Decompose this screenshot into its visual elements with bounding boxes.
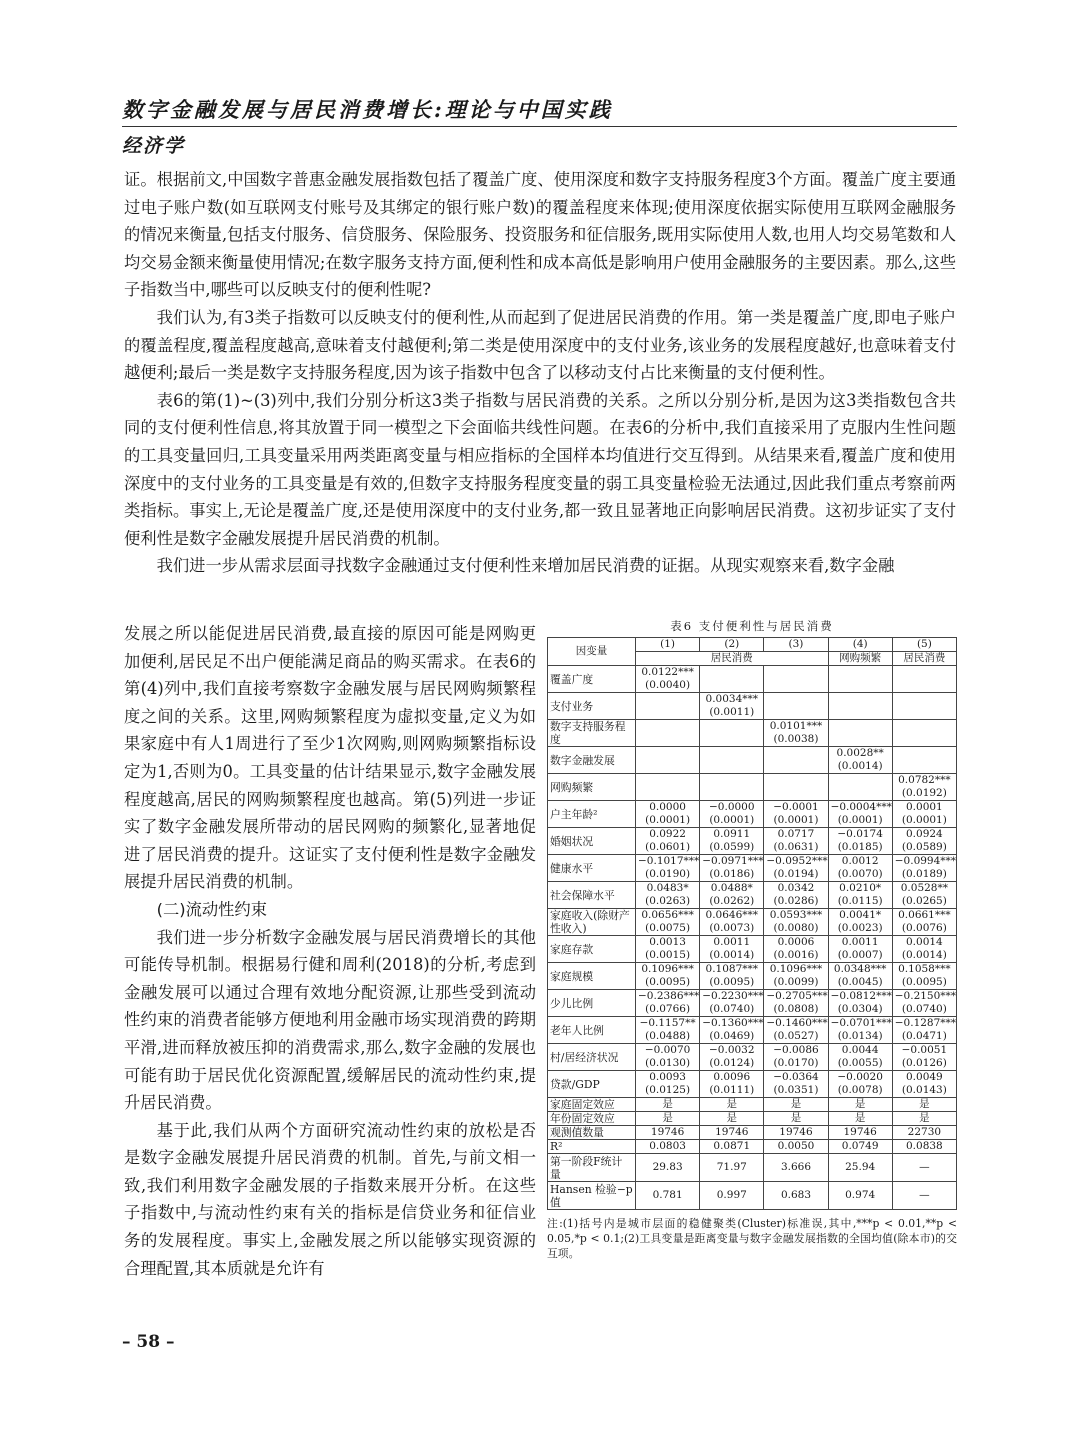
col-num: (5) bbox=[892, 638, 956, 652]
footer-cell: — bbox=[892, 1182, 956, 1210]
coef-cell: −0.0952*** bbox=[764, 855, 828, 869]
se-cell: (0.0124) bbox=[700, 1057, 764, 1071]
se-cell: (0.0192) bbox=[892, 787, 956, 801]
se-cell: (0.0488) bbox=[636, 1030, 700, 1044]
se-cell: (0.0076) bbox=[892, 922, 956, 936]
se-cell bbox=[828, 733, 892, 747]
se-cell: (0.0143) bbox=[892, 1084, 956, 1098]
paragraph: 我们认为,有3类子指数可以反映支付的便利性,从而起到了促进居民消费的作用。第一类是覆盖广度,即电子账户的覆盖程度,覆盖程度越高,意味着支付越便利;第二类是使用深度中的支付业务,该业务的发展程度越好,也意味着支付越便利;最后一类是数字支持服务程度,因为该子指数中包含了以移动支付占比来衡量的支付便利性。 bbox=[124, 307, 956, 383]
coef-cell: 0.0646*** bbox=[700, 909, 764, 923]
se-cell bbox=[764, 679, 828, 693]
coef-cell: −0.0174 bbox=[828, 828, 892, 842]
se-cell: (0.0001) bbox=[828, 814, 892, 828]
coef-cell: 0.0210* bbox=[828, 882, 892, 896]
se-cell: (0.0527) bbox=[764, 1030, 828, 1044]
se-cell: (0.0095) bbox=[636, 976, 700, 990]
se-cell: (0.0304) bbox=[828, 1003, 892, 1017]
coef-cell: 0.0528** bbox=[892, 882, 956, 896]
se-cell: (0.0351) bbox=[764, 1084, 828, 1098]
row-label: 社会保障水平 bbox=[548, 882, 636, 909]
coef-cell bbox=[636, 774, 700, 788]
coef-cell: −0.0000 bbox=[700, 801, 764, 815]
footer-cell: 是 bbox=[892, 1098, 956, 1112]
se-cell: (0.0740) bbox=[892, 1003, 956, 1017]
se-cell: (0.0469) bbox=[700, 1030, 764, 1044]
se-cell: (0.0115) bbox=[828, 895, 892, 909]
regression-table bbox=[547, 637, 957, 1210]
se-cell: (0.0075) bbox=[636, 922, 700, 936]
se-cell: (0.0001) bbox=[764, 814, 828, 828]
coef-cell: −0.0701*** bbox=[828, 1017, 892, 1031]
coef-cell: −0.0020 bbox=[828, 1071, 892, 1085]
paragraph: 表6的第(1)~(3)列中,我们分别分析这3类子指数与居民消费的关系。之所以分别分析,是因为这3类指数包含共同的支付便利性信息,将其放置于同一模型之下会面临共线性问题。在表6的分析中,我们直接采用了克服内生性问题的工具变量回归,工具变量采用两类距离变量与相应指标的全国样本均值进行交互得到。从结果来看,覆盖广度和使用深度中的支付业务的工具变量是有效的,但数字支持服务程度变量的弱工具变量检验无法通过,因此我们重点考察前两类指标。事实上,无论是覆盖广度,还是使用深度中的支付业务,都一致且显著地正向影响居民消费。这初步证实了支付便利性是数字金融发展提升居民消费的机制。 bbox=[124, 390, 956, 548]
coef-cell: −0.0032 bbox=[700, 1044, 764, 1058]
coef-cell bbox=[828, 720, 892, 734]
coef-cell: −0.0070 bbox=[636, 1044, 700, 1058]
col-num: (1) bbox=[636, 638, 700, 652]
row-label: 婚姻状况 bbox=[548, 828, 636, 855]
coef-cell: −0.0971*** bbox=[700, 855, 764, 869]
footer-cell: 19746 bbox=[828, 1126, 892, 1140]
var-header: 因变量 bbox=[548, 638, 636, 666]
coef-cell bbox=[828, 693, 892, 707]
coef-cell bbox=[892, 747, 956, 761]
footer-cell: 22730 bbox=[892, 1126, 956, 1140]
se-cell bbox=[700, 760, 764, 774]
coef-cell: 0.0011 bbox=[828, 936, 892, 950]
se-cell: (0.0016) bbox=[764, 949, 828, 963]
se-cell bbox=[700, 733, 764, 747]
dep-var-resident: 居民消费 bbox=[636, 652, 829, 666]
coef-cell: 0.0034*** bbox=[700, 693, 764, 707]
se-cell bbox=[636, 787, 700, 801]
coef-cell bbox=[892, 693, 956, 707]
row-label: 支付业务 bbox=[548, 693, 636, 720]
footer-cell: — bbox=[892, 1154, 956, 1182]
footer-row-label: 观测值数量 bbox=[548, 1126, 636, 1140]
coef-cell: 0.0911 bbox=[700, 828, 764, 842]
table-6 bbox=[547, 618, 957, 1261]
coef-cell: −0.0004*** bbox=[828, 801, 892, 815]
se-cell bbox=[828, 679, 892, 693]
coef-cell: 0.0093 bbox=[636, 1071, 700, 1085]
coef-cell: 0.0028** bbox=[828, 747, 892, 761]
coef-cell: 0.0044 bbox=[828, 1044, 892, 1058]
footer-row-label: 第一阶段F统计量 bbox=[548, 1154, 636, 1182]
footer-cell: 是 bbox=[828, 1112, 892, 1126]
footer-row-label: Hansen 检验−p值 bbox=[548, 1182, 636, 1210]
se-cell bbox=[636, 760, 700, 774]
se-cell: (0.0126) bbox=[892, 1057, 956, 1071]
se-cell bbox=[764, 760, 828, 774]
se-cell: (0.0265) bbox=[892, 895, 956, 909]
se-cell: (0.0808) bbox=[764, 1003, 828, 1017]
coef-cell: 0.1087*** bbox=[700, 963, 764, 977]
coef-cell: −0.0364 bbox=[764, 1071, 828, 1085]
coef-cell: −0.0086 bbox=[764, 1044, 828, 1058]
se-cell: (0.0015) bbox=[636, 949, 700, 963]
se-cell: (0.0038) bbox=[764, 733, 828, 747]
coef-cell bbox=[700, 774, 764, 788]
se-cell: (0.0111) bbox=[700, 1084, 764, 1098]
coef-cell: 0.0041* bbox=[828, 909, 892, 923]
se-cell: (0.0740) bbox=[700, 1003, 764, 1017]
coef-cell: 0.0922 bbox=[636, 828, 700, 842]
row-label: 网购频繁 bbox=[548, 774, 636, 801]
coef-cell: 0.0656*** bbox=[636, 909, 700, 923]
coef-cell: −0.1460*** bbox=[764, 1017, 828, 1031]
coef-cell bbox=[700, 720, 764, 734]
col-num: (3) bbox=[764, 638, 828, 652]
paragraph: 我们进一步分析数字金融发展与居民消费增长的其他可能传导机制。根据易行健和周利(2018)的分析,考虑到金融发展可以通过合理有效地分配资源,让那些受到流动性约束的消费者能够方便地利用金融市场实现消费的跨期平滑,进而释放被压抑的消费需求,那么,数字金融的发展也可能有助于居民优化资源配置,缓解居民的流动性约束,提升居民消费。 bbox=[124, 927, 536, 1113]
row-label: 户主年龄² bbox=[548, 801, 636, 828]
coef-cell bbox=[764, 666, 828, 680]
se-cell bbox=[764, 787, 828, 801]
coef-cell: −0.2230*** bbox=[700, 990, 764, 1004]
coef-cell: 0.0717 bbox=[764, 828, 828, 842]
running-header-title: 数字金融发展与居民消费增长:理论与中国实践 bbox=[122, 97, 613, 122]
se-cell: (0.0185) bbox=[828, 841, 892, 855]
se-cell: (0.0007) bbox=[828, 949, 892, 963]
footer-cell: 3.666 bbox=[764, 1154, 828, 1182]
se-cell: (0.0262) bbox=[700, 895, 764, 909]
footer-cell: 71.97 bbox=[700, 1154, 764, 1182]
coef-cell bbox=[636, 720, 700, 734]
coef-cell: −0.1157** bbox=[636, 1017, 700, 1031]
se-cell bbox=[892, 760, 956, 774]
footer-cell: 29.83 bbox=[636, 1154, 700, 1182]
row-label: 覆盖广度 bbox=[548, 666, 636, 693]
se-cell: (0.0073) bbox=[700, 922, 764, 936]
se-cell: (0.0045) bbox=[828, 976, 892, 990]
coef-cell: 0.0014 bbox=[892, 936, 956, 950]
coef-cell: 0.0488* bbox=[700, 882, 764, 896]
footer-cell: 是 bbox=[636, 1098, 700, 1112]
dep-var-online: 网购频繁 bbox=[828, 652, 892, 666]
coef-cell: 0.0006 bbox=[764, 936, 828, 950]
footer-row-label: R² bbox=[548, 1140, 636, 1154]
se-cell: (0.0001) bbox=[636, 814, 700, 828]
coef-cell: −0.2386*** bbox=[636, 990, 700, 1004]
se-cell: (0.0080) bbox=[764, 922, 828, 936]
footer-cell: 0.0803 bbox=[636, 1140, 700, 1154]
row-label: 家庭存款 bbox=[548, 936, 636, 963]
se-cell bbox=[700, 679, 764, 693]
footer-cell: 0.997 bbox=[700, 1182, 764, 1210]
footer-cell: 19746 bbox=[636, 1126, 700, 1140]
footer-cell: 19746 bbox=[700, 1126, 764, 1140]
paragraph: 我们进一步从需求层面寻找数字金融通过支付便利性来增加居民消费的证据。从现实观察来看,数字金融 bbox=[156, 556, 895, 576]
coef-cell bbox=[764, 693, 828, 707]
coef-cell: 0.0013 bbox=[636, 936, 700, 950]
coef-cell: 0.0001 bbox=[892, 801, 956, 815]
se-cell: (0.0186) bbox=[700, 868, 764, 882]
dep-var-resident-5: 居民消费 bbox=[892, 652, 956, 666]
header-rule bbox=[122, 126, 957, 127]
coef-cell: −0.0051 bbox=[892, 1044, 956, 1058]
coef-cell: 0.0096 bbox=[700, 1071, 764, 1085]
coef-cell: 0.0049 bbox=[892, 1071, 956, 1085]
coef-cell: 0.0348*** bbox=[828, 963, 892, 977]
coef-cell: −0.0812*** bbox=[828, 990, 892, 1004]
coef-cell: 0.1096*** bbox=[764, 963, 828, 977]
coef-cell: 0.0483* bbox=[636, 882, 700, 896]
se-cell: (0.0099) bbox=[764, 976, 828, 990]
se-cell: (0.0170) bbox=[764, 1057, 828, 1071]
se-cell: (0.0130) bbox=[636, 1057, 700, 1071]
se-cell: (0.0001) bbox=[892, 814, 956, 828]
se-cell: (0.0023) bbox=[828, 922, 892, 936]
row-label: 村/居经济状况 bbox=[548, 1044, 636, 1071]
se-cell bbox=[828, 706, 892, 720]
se-cell: (0.0134) bbox=[828, 1030, 892, 1044]
coef-cell: 0.0101*** bbox=[764, 720, 828, 734]
footer-cell: 0.781 bbox=[636, 1182, 700, 1210]
se-cell: (0.0471) bbox=[892, 1030, 956, 1044]
coef-cell: −0.0994*** bbox=[892, 855, 956, 869]
coef-cell: 0.0011 bbox=[700, 936, 764, 950]
se-cell: (0.0286) bbox=[764, 895, 828, 909]
se-cell: (0.0014) bbox=[892, 949, 956, 963]
left-column bbox=[124, 620, 536, 1282]
footer-cell: 0.974 bbox=[828, 1182, 892, 1210]
footer-cell: 0.683 bbox=[764, 1182, 828, 1210]
row-label: 健康水平 bbox=[548, 855, 636, 882]
se-cell bbox=[892, 679, 956, 693]
paragraph: 发展之所以能促进居民消费,最直接的原因可能是网购更加便利,居民足不出户便能满足商品的购买需求。在表6的第(4)列中,我们直接考察数字金融发展与居民网购频繁程度之间的关系。这里,网购频繁程度为虚拟变量,定义为如果家庭中有人1周进行了至少1次网购,则网购频繁指标设定为1,否则为0。工具变量的估计结果显示,数字金融发展程度越高,居民的网购频繁程度也越高。第(5)列进一步证实了数字金融发展所带动的居民网购的频繁化,显著地促进了居民消费的提升。这证实了支付便利性是数字金融发展提升居民消费的机制。 bbox=[124, 624, 536, 892]
table-caption: 表6 支付便利性与居民消费 bbox=[670, 619, 834, 633]
se-cell: (0.0263) bbox=[636, 895, 700, 909]
subsection-heading: (二)流动性约束 bbox=[156, 899, 267, 919]
se-cell: (0.0190) bbox=[636, 868, 700, 882]
col-num: (4) bbox=[828, 638, 892, 652]
coef-cell bbox=[764, 747, 828, 761]
coef-cell: 0.0000 bbox=[636, 801, 700, 815]
coef-cell: 0.0012 bbox=[828, 855, 892, 869]
table-note: 注:(1)括号内是城市层面的稳健聚类(Cluster)标准误,其中,***p < 0.01,**p < 0.05,*p < 0.1;(2)工具变量是距离变量与数字金融发展指数的全国均值(除本市)的交互项。 bbox=[547, 1217, 957, 1260]
se-cell: (0.0014) bbox=[828, 760, 892, 774]
coef-cell: −0.2150*** bbox=[892, 990, 956, 1004]
coef-cell bbox=[892, 666, 956, 680]
se-cell: (0.0189) bbox=[892, 868, 956, 882]
coef-cell: 0.0342 bbox=[764, 882, 828, 896]
coef-cell: −0.1287*** bbox=[892, 1017, 956, 1031]
footer-cell: 是 bbox=[636, 1112, 700, 1126]
se-cell bbox=[700, 787, 764, 801]
paragraph: 证。根据前文,中国数字普惠金融发展指数包括了覆盖广度、使用深度和数字支持服务程度3个方面。覆盖广度主要通过电子账户数(如互联网支付账号及其绑定的银行账户数)的覆盖程度来体现;使用深度依据实际使用互联网金融服务的情况来衡量,包括支付服务、信贷服务、保险服务、投资服务和征信服务,既用实际使用人数,也用人均交易笔数和人均交易金额来衡量使用情况;在数字服务支持方面,便利性和成本高低是影响用户使用金融服务的主要因素。那么,这些子指数当中,哪些可以反映支付的便利性呢? bbox=[124, 170, 956, 300]
coef-cell bbox=[764, 774, 828, 788]
row-label: 家庭规模 bbox=[548, 963, 636, 990]
coef-cell: −0.1017*** bbox=[636, 855, 700, 869]
footer-cell: 是 bbox=[700, 1098, 764, 1112]
running-header-section: 经济学 bbox=[122, 135, 186, 157]
footer-cell: 19746 bbox=[764, 1126, 828, 1140]
row-label: 少儿比例 bbox=[548, 990, 636, 1017]
se-cell: (0.0078) bbox=[828, 1084, 892, 1098]
se-cell bbox=[764, 706, 828, 720]
footer-cell: 0.0050 bbox=[764, 1140, 828, 1154]
col-num: (2) bbox=[700, 638, 764, 652]
coef-cell: 0.0661*** bbox=[892, 909, 956, 923]
se-cell bbox=[636, 706, 700, 720]
se-cell: (0.0631) bbox=[764, 841, 828, 855]
se-cell bbox=[892, 733, 956, 747]
coef-cell: −0.0001 bbox=[764, 801, 828, 815]
coef-cell bbox=[828, 666, 892, 680]
footer-cell: 是 bbox=[892, 1112, 956, 1126]
paragraph: 基于此,我们从两个方面研究流动性约束的放松是否是数字金融发展提升居民消费的机制。首先,与前文相一致,我们利用数字金融发展的子指数来展开分析。在这些子指数中,与流动性约束有关的指标是信贷业务和征信业务的发展程度。事实上,金融发展之所以能够实现资源的合理配置,其本质就是允许有 bbox=[124, 1120, 536, 1278]
se-cell: (0.0095) bbox=[892, 976, 956, 990]
footer-cell: 0.0749 bbox=[828, 1140, 892, 1154]
row-label: 贷款/GDP bbox=[548, 1071, 636, 1098]
se-cell: (0.0766) bbox=[636, 1003, 700, 1017]
se-cell: (0.0194) bbox=[764, 868, 828, 882]
coef-cell: 0.0782*** bbox=[892, 774, 956, 788]
row-label: 数字金融发展 bbox=[548, 747, 636, 774]
coef-cell bbox=[892, 720, 956, 734]
se-cell: (0.0589) bbox=[892, 841, 956, 855]
se-cell: (0.0599) bbox=[700, 841, 764, 855]
coef-cell bbox=[636, 747, 700, 761]
coef-cell bbox=[700, 747, 764, 761]
se-cell: (0.0070) bbox=[828, 868, 892, 882]
footer-cell: 25.94 bbox=[828, 1154, 892, 1182]
footer-cell: 是 bbox=[700, 1112, 764, 1126]
body-text bbox=[124, 166, 956, 580]
coef-cell: 0.0593*** bbox=[764, 909, 828, 923]
page-number: – 58 – bbox=[122, 1332, 175, 1352]
coef-cell: −0.2705*** bbox=[764, 990, 828, 1004]
se-cell: (0.0601) bbox=[636, 841, 700, 855]
se-cell bbox=[892, 706, 956, 720]
row-label: 数字支持服务程度 bbox=[548, 720, 636, 747]
coef-cell: 0.1058*** bbox=[892, 963, 956, 977]
footer-row-label: 家庭固定效应 bbox=[548, 1098, 636, 1112]
se-cell: (0.0014) bbox=[700, 949, 764, 963]
footer-cell: 0.0871 bbox=[700, 1140, 764, 1154]
footer-cell: 是 bbox=[764, 1098, 828, 1112]
footer-cell: 是 bbox=[828, 1098, 892, 1112]
se-cell: (0.0001) bbox=[700, 814, 764, 828]
se-cell: (0.0011) bbox=[700, 706, 764, 720]
row-label: 家庭收入(除财产性收入) bbox=[548, 909, 636, 936]
coef-cell bbox=[700, 666, 764, 680]
se-cell: (0.0055) bbox=[828, 1057, 892, 1071]
se-cell: (0.0040) bbox=[636, 679, 700, 693]
coef-cell bbox=[828, 774, 892, 788]
coef-cell: 0.0924 bbox=[892, 828, 956, 842]
coef-cell: −0.1360*** bbox=[700, 1017, 764, 1031]
row-label: 老年人比例 bbox=[548, 1017, 636, 1044]
se-cell: (0.0125) bbox=[636, 1084, 700, 1098]
se-cell bbox=[636, 733, 700, 747]
se-cell bbox=[828, 787, 892, 801]
coef-cell: 0.1096*** bbox=[636, 963, 700, 977]
se-cell: (0.0095) bbox=[700, 976, 764, 990]
coef-cell: 0.0122*** bbox=[636, 666, 700, 680]
footer-cell: 0.0838 bbox=[892, 1140, 956, 1154]
footer-cell: 是 bbox=[764, 1112, 828, 1126]
footer-row-label: 年份固定效应 bbox=[548, 1112, 636, 1126]
coef-cell bbox=[636, 693, 700, 707]
